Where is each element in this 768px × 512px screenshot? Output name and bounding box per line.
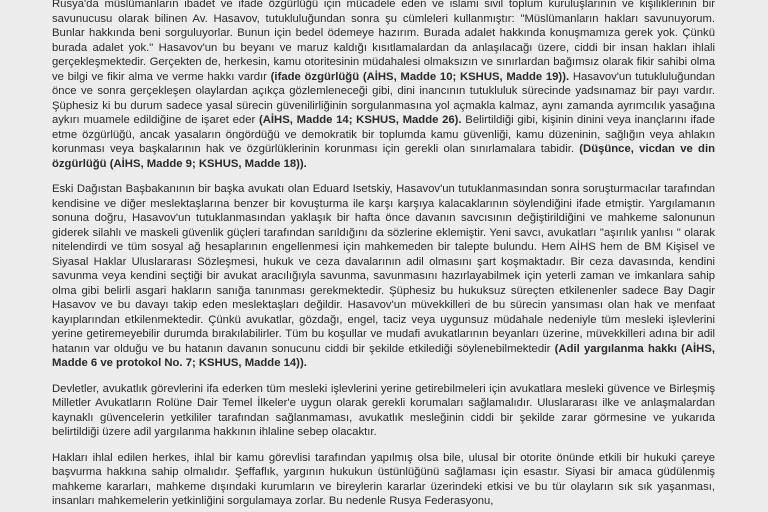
document-body: [52, 0, 715, 512]
legal-reference: (Düşünce, vicdan ve din özgürlüğü (AİHS, Madde 9; KSHUS, Madde 18)).: [52, 143, 715, 170]
paragraph-text: Devletler, avukatlık görevlerini ifa ederken tüm mesleki işlevlerini yerine getirebilmeleri için avukatlara mesleki güvence ve Birleşmiş Milletler Avukatların Rolüne Dair Temel İlkeler'e uygun olarak gerekli korumaları sağlamalıdır. Uluslararası ilke ve anlaşmalardan kaynaklı güvencelerin yetkililer tarafından sağlanmaması, avukatlık mesleğinin ciddi bir şekilde zarar görmesine ve yukarıda belirtildiği üzere adil yargılanma hakkının ihlaline sebep olacaktır.: [52, 382, 715, 438]
paragraph: [52, 451, 715, 509]
legal-reference: (Adil yargılanma hakkı (AİHS, Madde 6 ve protokol No. 7; KSHUS, Madde 14)).: [52, 342, 715, 369]
paragraph-text: Eski Dağıstan Başbakanının bir başka avukatı olan Eduard Isetskiy, Hasavov'un tutuklanmasından sonra soruşturmacılar tarafından kendisine ve diğer meslektaşlarına benzer bir kovuşturma ile karşı karşıya kalacaklarının söylendiğini ifade etmiştir. Yargılamanın sonuna doğru, Hasavov'un tutuklanmasından yaklaşık bir hafta önce davanın savcısının değiştirildiğini ve mahkeme salonunun giderek silahlı ve maskeli güvenlik güçleri tarafından sarıldığını da sözlerine eklemiştir. Yeni savcı, avukatları "aşırılık yanlısı " olarak nitelendirdi ve tüm sosyal ağ hesaplarının engellenmesi için mahkemeden bir talepte bulundu. Hem AİHS hem de BM Kişisel ve Siyasal Haklar Uluslararası Sözleşmesi, hukuk ve ceza davalarının adil olmasını şart koşmaktadır. Bir ceza davasında, kendini savunma veya kendini seçtiği bir avukat aracılığıyla savunma, savunmasını hazırlayabilmek için yeterli zaman ve imkanlara sahip olma gibi belirli asgari hakların sanığa tanınması gerekmektedir. Şüphesiz bu hukuksuz süreçten etkilenenler sadece Bay Dagir Hasavov ve bu davayı takip eden meslektaşları değildir. Hasavov'un müvekkilleri de bu sürecin yansıması olan hak ve menfaat kayıplarından etkilenmektedir. Çünkü avukatlar, gözdağı, engel, taciz veya uygunsuz müdahale nedeniyle tüm mesleki işlevlerini yerine getiremeyebilir durumda bırakılabilirler. Tüm bu koşullar ve mudafi avukatlarının beyanları üzerine, müvekkilleri adına bir adil hatanın var olduğu ve bu hatanın davanın sonucunu ciddi bir şekilde etkilediği söylenebilmektedir: [52, 183, 715, 355]
paragraph-text: Hakları ihlal edilen herkes, ihlal bir kamu görevlisi tarafından yapılmış olsa bile, ulusal bir otorite önünde etkili bir hukuki çareye başvurma hakkına sahip olmalıdır. Şeffaflık, yargının hukukun üstünlüğünü sağlaması için esastır. Siyasi bir amaca güdülenmiş mahkeme kararları, mahkeme dışındaki kurumların ve bireylerin kararlar üzerindeki etkisi ve bu tür olayların sık sık yaşanması, insanları mahkemelerin yetkinliğini sorgulamaya zorlar. Bu nedenle Rusya Federasyonu,: [52, 451, 715, 507]
paragraph: [52, 0, 715, 171]
paragraph: [52, 182, 715, 371]
paragraph-text: Rusya'da müslümanların ibadet ve ifade özgürlüğü için mücadele eden ve islami sivil toplum kuruluşlarının ve kişiliklerinin bir savunucusu olarak bilinen Av. Hasavov, tutukluluğundan sonra şu cümleleri kullanmıştır: "Müslümanların hakları savunuyorum. Bunlar hakkında beni sorguluyorlar. Bunun için bedel ödemeye hazırım. Burada adalet hakkında konuşmamıza gerek yok. Çünkü burada adalet yok." Hasavov'un bu beyanı ve maruz kaldığı kısıtlamalardan da anlaşılacağı üzere, ciddi bir insan hakları ihlali gerçekleşmektedir. Gerçekten de, herkesin, kamu otoritesinin müdahalesi olmaksızın ve sınırlardan bağımsız olarak fikir sahibi olma ve bilgi ve fikir alma ve verme hakkı vardır: [52, 0, 715, 83]
legal-reference: (ifade özgürlüğü (AİHS, Madde 10; KSHUS, Madde 19)).: [270, 70, 570, 83]
paragraph: [52, 382, 715, 440]
legal-reference: (AİHS, Madde 14; KSHUS, Madde 26).: [259, 114, 462, 126]
paragraph-text: Belirtildiği gibi, kişinin dinini veya inançlarını ifade etme özgürlüğü, ancak yasaların öngördüğü ve demokratik bir toplumda kamu güvenliği, kamu düzeninin, sağlığın veya ahlakın korunması veya başkalarının hak ve özgürlüklerinin korunması için gerekli olan sınırlamalara tabidir.: [52, 114, 715, 155]
paragraph-text: Hasavov'un tutukluluğundan önce ve sonra gerçekleşen olaylardan açıkça gözlemleneceği gibi, dini inancının tutukluluk sürecinde yadsınamaz bir payı vardır. Şüphesiz ki bu durum sadece yasal sürecin güvenilirliğinin sorgulanmasına yol açmakla kalmaz, aynı zamanda ayrımcılık yasağına aykırı muamele edildiğine de işaret eder: [52, 70, 715, 126]
